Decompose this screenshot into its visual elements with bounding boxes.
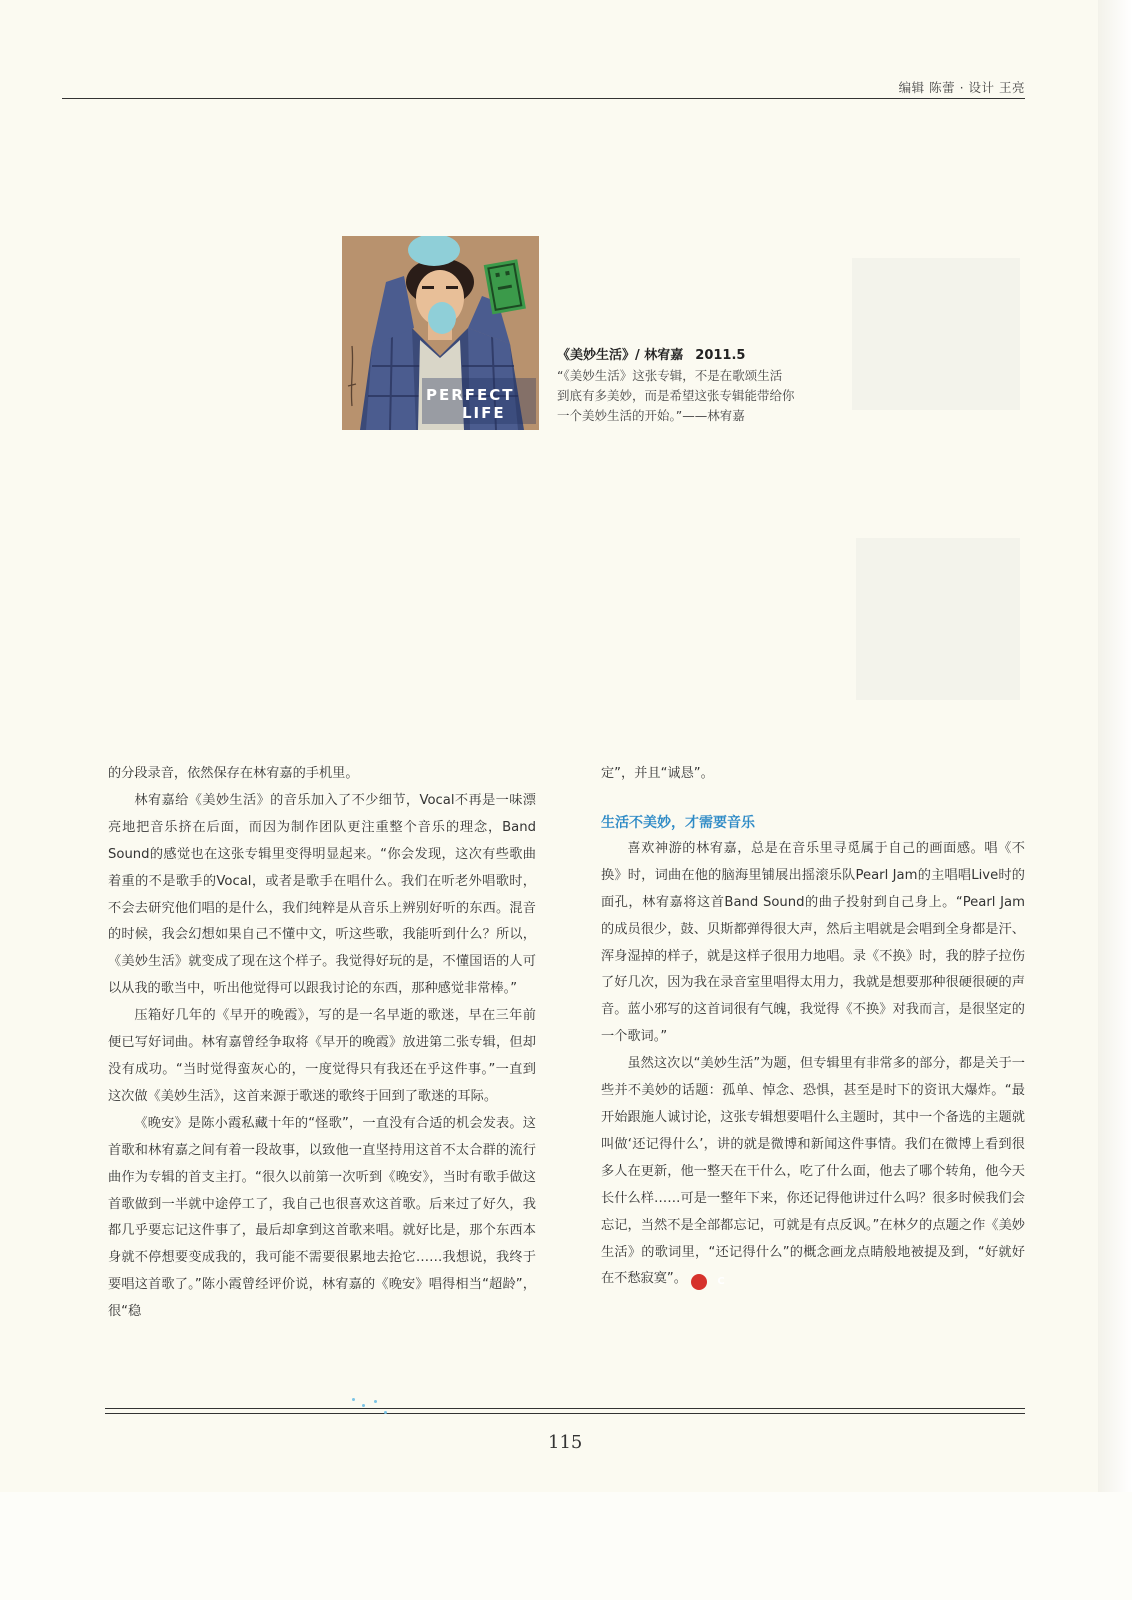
article-end-mark-icon: C bbox=[691, 1274, 707, 1290]
ink-speck bbox=[362, 1404, 365, 1407]
ink-speck bbox=[374, 1400, 377, 1403]
paragraph-text: 虽然这次以“美妙生活”为题，但专辑里有非常多的部分，都是关于一些并不美妙的话题：孤单、悼念、恐惧，甚至是时下的资讯大爆炸。“最开始跟施人诚讨论，这张专辑想要唱什么主题时，其中一个备选的主题就叫做‘还记得什么’，讲的就是微博和新闻这件事情。我们在微博上看到很多人在更新，他一整天在干什么，吃了什么面，他去了哪个转角，他今天长什么样……可是一整年下来，你还记得他讲过什么吗？很多时候我们会忘记，当然不是全部都忘记，可就是有点反讽。”在林夕的点题之作《美妙生活》的歌词里，“还记得什么”的概念画龙点睛般地被提及到，“好就好在不愁寂寞”。 bbox=[601, 1056, 1025, 1287]
footer-rule bbox=[105, 1408, 1025, 1409]
scan-edge bbox=[1098, 0, 1132, 1600]
show-through-ghost bbox=[852, 258, 1020, 410]
paragraph: 的分段录音，依然保存在林宥嘉的手机里。 bbox=[108, 766, 359, 781]
cover-title-line1: PERFECT bbox=[426, 386, 515, 404]
section-heading: 生活不美妙，才需要音乐 bbox=[601, 814, 755, 831]
paragraph: 喜欢神游的林宥嘉，总是在音乐里寻觅属于自己的画面感。唱《不换》时，词曲在他的脑海里铺展出摇滚乐队Pearl Jam的主唱唱Live时的面孔，林宥嘉将这首Band Sound的曲子投射到自己身上。“Pearl Jam的成员很少，鼓、贝斯都弹得很大声，然后主唱就是会唱到全身都是汗、浑身湿掉的样子，就是这样子很用力地唱。录《不换》时，我的脖子拉伤了好几次，因为我在录音室里唱得太用力，我就是想要那种很硬很硬的声音。蓝小邪写的这首词很有气魄，我觉得《不换》对我而言，是很坚定的一个歌词。” bbox=[601, 840, 1025, 1045]
footer-rule bbox=[105, 1413, 1025, 1414]
article-right-column bbox=[601, 761, 1025, 1293]
album-cover-art bbox=[342, 236, 539, 430]
album-caption bbox=[557, 346, 837, 426]
caption-album-name: 《美妙生活》/ 林宥嘉 bbox=[557, 348, 684, 363]
caption-date: 2011.5 bbox=[695, 348, 746, 363]
paragraph: 《晚安》是陈小霞私藏十年的“怪歌”，一直没有合适的机会发表。这首歌和林宥嘉之间有着一段故事，以致他一直坚持用这首不太合群的流行曲作为专辑的首支主打。“很久以前第一次听到《晚安》，当时有歌手做这首歌做到一半就中途停工了，我自己也很喜欢这首歌。后来过了好久，我都几乎要忘记这件事了，最后却拿到这首歌来唱。就好比是，那个东西本身就不停想要变成我的，我可能不需要很累地去抢它……我想说，我终于要唱这首歌了。”陈小霞曾经评价说，林宥嘉的《晚安》唱得相当“超龄”，很“稳 bbox=[108, 1115, 536, 1320]
cover-title-line2: LIFE bbox=[462, 404, 506, 422]
paragraph bbox=[601, 1051, 1025, 1293]
show-through-ghost bbox=[856, 538, 1020, 700]
paragraph: 林宥嘉给《美妙生活》的音乐加入了不少细节，Vocal不再是一味漂亮地把音乐挤在后面，而因为制作团队更注重整个音乐的理念，Band Sound的感觉也在这张专辑里变得明显起来。“你会发现，这次有些歌曲着重的不是歌手的Vocal，或者是歌手在唱什么。我们在听老外唱歌时，不会去研究他们唱的是什么，我们纯粹是从音乐上辨别好听的东西。混音的时候，我会幻想如果自己不懂中文，听这些歌，我能听到什么？所以，《美妙生活》就变成了现在这个样子。我觉得好玩的是，不懂国语的人可以从我的歌当中，听出他觉得可以跟我讨论的东西，那种感觉非常棒。” bbox=[108, 792, 536, 997]
album-cover bbox=[342, 236, 539, 430]
paragraph: 压箱好几年的《早开的晚霞》，写的是一名早逝的歌迷，早在三年前便已写好词曲。林宥嘉曾经争取将《早开的晚霞》放进第二张专辑，但却没有成功。“当时觉得蛮灰心的，一度觉得只有我还在乎这件事。”一直到这次做《美妙生活》，这首来源于歌迷的歌终于回到了歌迷的耳际。 bbox=[108, 1008, 536, 1104]
caption-quote: “《美妙生活》这张专辑，不是在歌颂生活 到底有多美妙，而是希望这张专辑能带给你 一个美妙生活的开始。”——林宥嘉 bbox=[557, 368, 795, 423]
paragraph: 定”，并且“诚恳”。 bbox=[601, 766, 714, 781]
ink-speck bbox=[384, 1411, 387, 1414]
caption-title bbox=[557, 346, 837, 366]
page-number: 115 bbox=[548, 1432, 583, 1453]
article-left-column bbox=[108, 761, 536, 1326]
header-credit: 编辑 陈蕾 · 设计 王亮 bbox=[898, 80, 1025, 95]
header-rule bbox=[62, 98, 1025, 99]
ink-speck bbox=[352, 1398, 355, 1401]
scan-bottom-edge bbox=[0, 1492, 1132, 1600]
